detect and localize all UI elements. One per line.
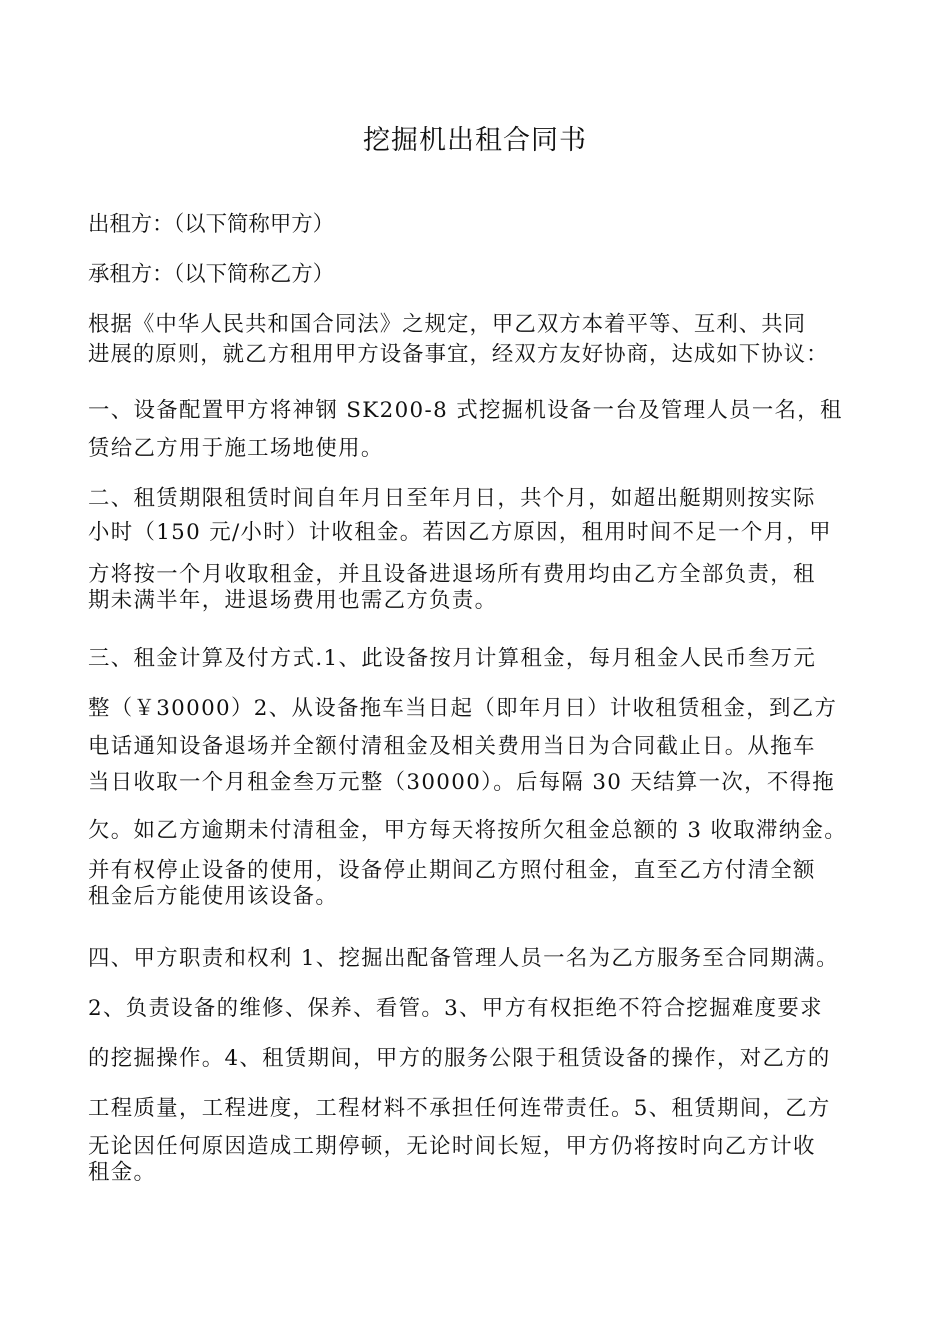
section-line: 并有权停止设备的使用，设备停止期间乙方照付租金，直至乙方付清全额 (88, 858, 816, 883)
section-line: 二、租赁期限租赁时间自年月日至年月日，共个月，如超出艇期则按实际 (88, 486, 816, 511)
document-title: 挖掘机出租合同书 (363, 125, 587, 156)
section-line: 四、甲方职责和权利 1、挖掘出配备管理人员一名为乙方服务至合同期满。 (88, 946, 839, 971)
section-line: 的挖掘操作。4、租赁期间，甲方的服务公限于租赁设备的操作，对乙方的 (88, 1046, 831, 1071)
section-line: 小时（150 元/小时）计收租金。若因乙方原因，租用时间不足一个月，甲 (88, 520, 832, 545)
preamble-line: 进展的原则，就乙方租用甲方设备事宜，经双方友好协商，达成如下协议： (88, 342, 829, 367)
section-line: 当日收取一个月租金叁万元整（30000）。后每隔 30 天结算一次，不得拖 (88, 770, 836, 795)
section-line: 2、负责设备的维修、保养、看管。3、甲方有权拒绝不符合挖掘难度要求 (88, 996, 823, 1021)
section-line: 租金。 (88, 1160, 157, 1185)
preamble-line: 根据《中华人民共和国合同法》之规定，甲乙双方本着平等、互利、共同 (88, 312, 807, 337)
section-line: 工程质量，工程进度，工程材料不承担任何连带责任。5、租赁期间，乙方 (88, 1096, 831, 1121)
section-line: 欠。如乙方逾期未付清租金，甲方每天将按所欠租金总额的 3 收取滞纳金。 (88, 818, 847, 843)
lessee-line: 承租方：（以下简称乙方） (88, 262, 334, 287)
section-line: 租金后方能使用该设备。 (88, 884, 339, 909)
section-line: 期未满半年，进退场费用也需乙方负责。 (88, 588, 498, 613)
section-line: 无论因任何原因造成工期停顿，无论时间长短，甲方仍将按时向乙方计收 (88, 1134, 816, 1159)
section-line: 整（￥30000）2、从设备拖车当日起（即年月日）计收租赁租金，到乙方 (88, 696, 838, 721)
section-line: 方将按一个月收取租金，并且设备进退场所有费用均由乙方全部负责，租 (88, 562, 816, 587)
section-line: 赁给乙方用于施工场地使用。 (88, 436, 384, 461)
lessor-line: 出租方：（以下简称甲方） (88, 212, 334, 237)
section-line: 电话通知设备退场并全额付清租金及相关费用当日为合同截止日。从拖车 (88, 734, 816, 759)
section-line: 三、租金计算及付方式.1、此设备按月计算租金，每月租金人民币叁万元 (88, 646, 817, 671)
section-line: 一、设备配置甲方将神钢 SK200-8 式挖掘机设备一台及管理人员一名，租 (88, 398, 843, 423)
